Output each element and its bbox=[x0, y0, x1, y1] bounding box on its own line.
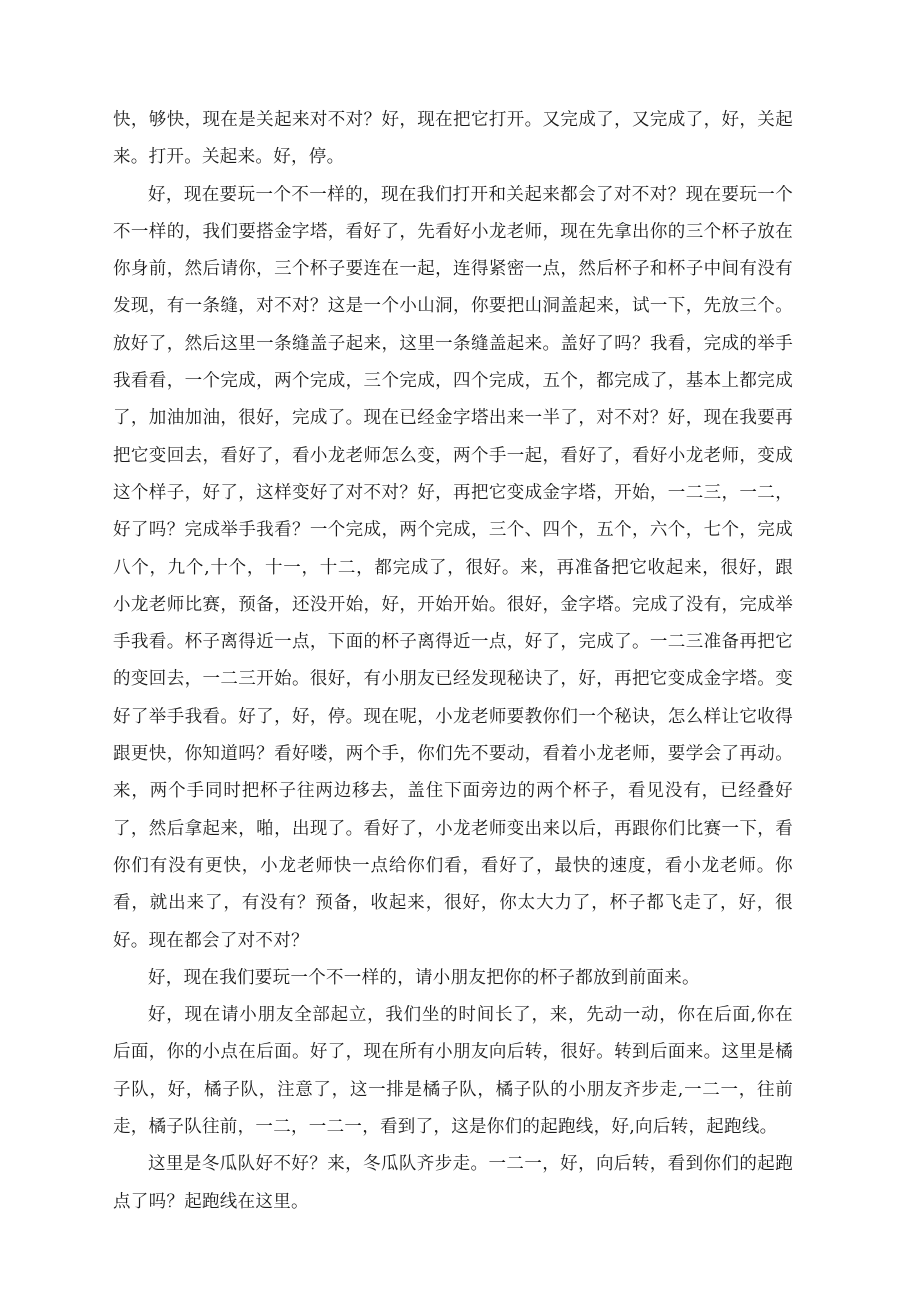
paragraph-2: 好，现在要玩一个不一样的，现在我们打开和关起来都会了对不对？现在要玩一个不一样的，我们要搭金字塔，看好了，先看好小龙老师，现在先拿出你的三个杯子放在你身前，然后请你，三个杯子要连在一起，连得紧密一点，然后杯子和杯子中间有没有发现，有一条缝，对不对？这是一个小山洞，你要把山洞盖起来，试一下，先放三个。放好了，然后这里一条缝盖子起来，这里一条缝盖起来。盖好了吗？我看，完成的举手我看看，一个完成，两个完成，三个完成，四个完成，五个，都完成了，基本上都完成了，加油加油，很好，完成了。现在已经金字塔出来一半了，对不对？好，现在我要再把它变回去，看好了，看小龙老师怎么变，两个手一起，看好了，看好小龙老师，变成这个样子，好了，这样变好了对不对？好，再把它变成金字塔，开始，一二三，一二，好了吗？完成举手我看？一个完成，两个完成，三个、四个，五个，六个，七个，完成八个，九个,十个，十一，十二，都完成了，很好。来，再准备把它收起来，很好，跟小龙老师比赛，预备，还没开始，好，开始开始。很好，金字塔。完成了没有，完成举手我看。杯子离得近一点，下面的杯子离得近一点，好了，完成了。一二三准备再把它的变回去，一二三开始。很好，有小朋友已经发现秘诀了，好，再把它变成金字塔。变好了举手我看。好了，好，停。现在呢，小龙老师要教你们一个秘诀，怎么样让它收得跟更快，你知道吗？看好喽，两个手，你们先不要动，看着小龙老师，要学会了再动。来，两个手同时把杯子往两边移去，盖住下面旁边的两个杯子，看见没有，已经叠好了，然后拿起来，啪，出现了。看好了，小龙老师变出来以后，再跟你们比赛一下，看你们有没有更快，小龙老师快一点给你们看，看好了，最快的速度，看小龙老师。你看，就出来了，有没有？预备，收起来，很好，你太大力了，杯子都飞走了，好，很好。现在都会了对不对？ bbox=[113, 184, 793, 951]
paragraph-3: 好，现在我们要玩一个不一样的，请小朋友把你的杯子都放到前面来。 bbox=[148, 967, 700, 988]
paragraph-4: 好，现在请小朋友全部起立，我们坐的时间长了，来，先动一动，你在后面,你在后面，你的小点在后面。好了，现在所有小朋友向后转，很好。转到后面来。这里是橘子队，好，橘子队，注意了，这一排是橘子队，橘子队的小朋友齐步走,一二一，往前走，橘子队往前，一二，一二一，看到了，这是你们的起跑线，好,向后转，起跑线。 bbox=[113, 1005, 793, 1138]
paragraph-1: 快，够快，现在是关起来对不对？好，现在把它打开。又完成了，又完成了，好，关起来。打开。关起来。好，停。 bbox=[113, 110, 793, 168]
document-page bbox=[113, 102, 793, 1221]
paragraph-5: 这里是冬瓜队好不好？来，冬瓜队齐步走。一二一，好，向后转，看到你们的起跑点了吗？起跑线在这里。 bbox=[113, 1154, 793, 1212]
